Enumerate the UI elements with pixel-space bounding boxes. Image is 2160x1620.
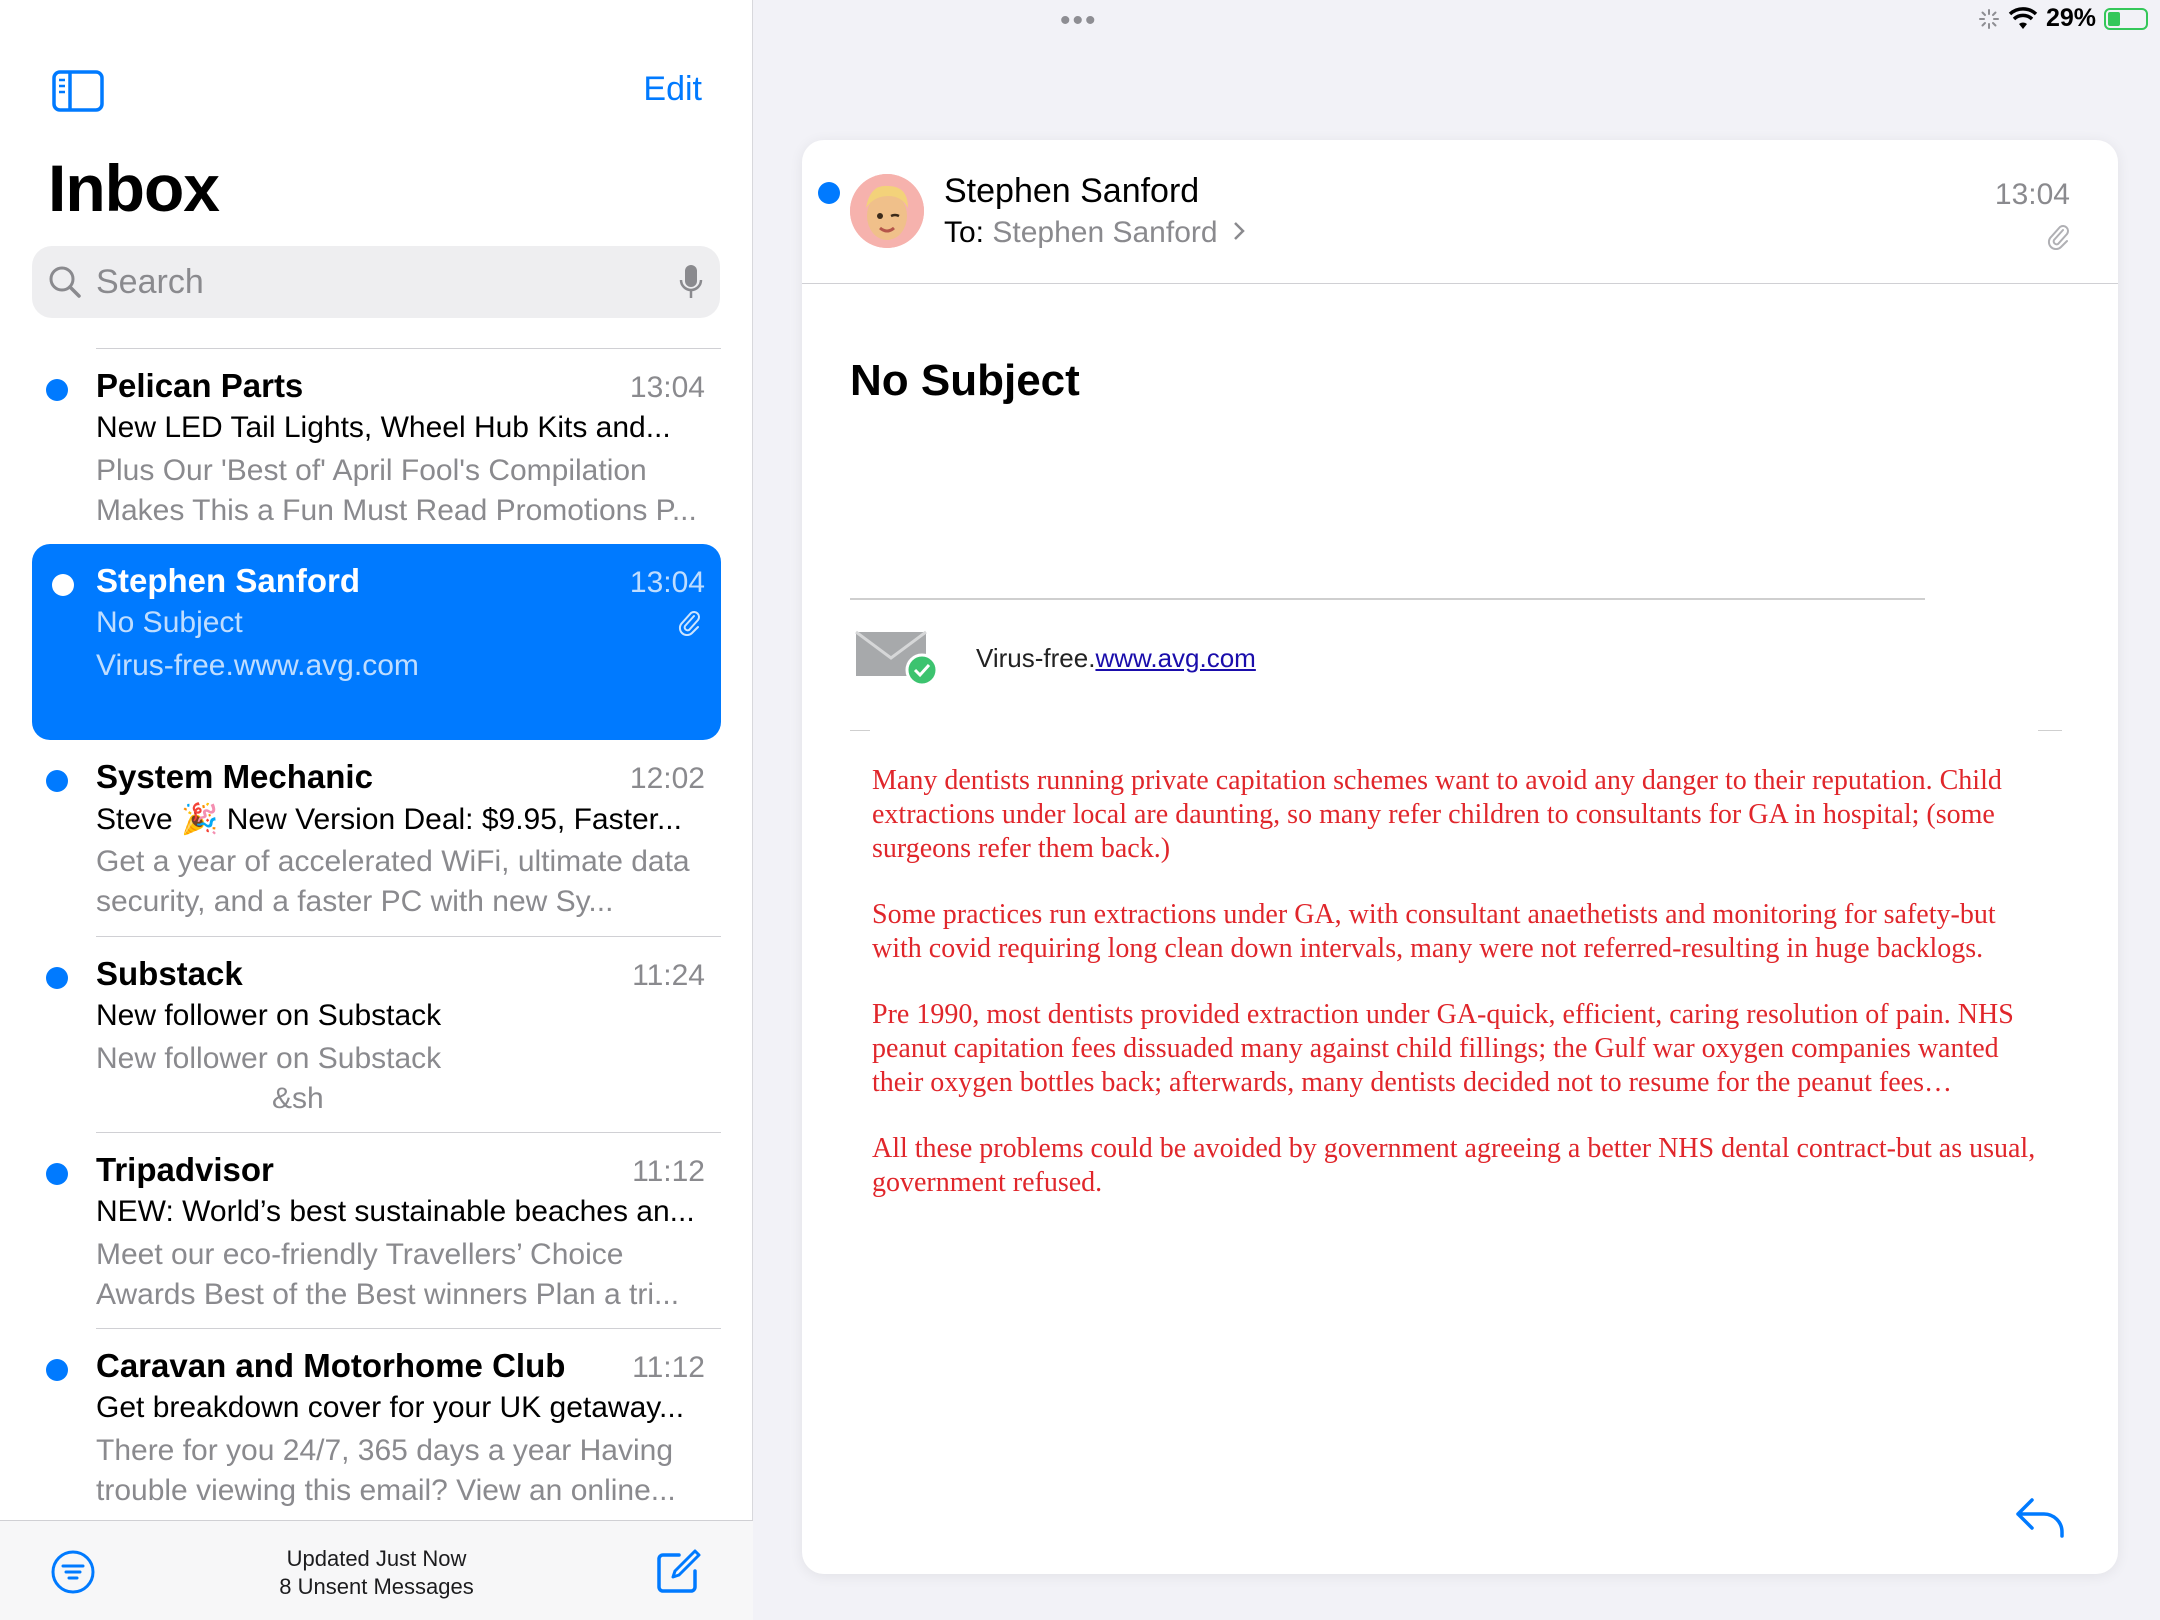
wifi-icon [2008, 7, 2038, 31]
message-preview: Plus Our 'Best of' April Fool's Compilation Makes This a Fun Must Read Promotions P... [96, 454, 697, 527]
message-row[interactable] [96, 1132, 721, 1328]
sidebar-toggle-icon[interactable] [52, 70, 104, 112]
message-subject: No Subject [96, 606, 243, 639]
message-time: 11:12 [632, 1351, 705, 1384]
message-row[interactable] [96, 740, 721, 936]
message-subject-heading: No Subject [850, 356, 1080, 405]
sender-name[interactable]: Stephen Sanford [944, 172, 1200, 210]
search-input[interactable] [32, 246, 720, 318]
message-preview: There for you 24/7, 365 days a year Having trouble viewing this email? View an online... [96, 1434, 676, 1507]
body-paragraph: Many dentists running private capitation schemes want to avoid any danger to their reputation. Child extractions under local are daunting, so many refer children to consultants for GA in hospital; (some surgeons refer them back.) [872, 765, 2002, 864]
message-subject: New LED Tail Lights, Wheel Hub Kits and... [96, 411, 671, 444]
message-sender: Substack [96, 955, 243, 992]
message-subject: NEW: World’s best sustainable beaches an... [96, 1195, 695, 1228]
unread-indicator [52, 574, 74, 596]
message-preview: Meet our eco-friendly Travellers’ Choice Awards Best of the Best winners Plan a tri... [96, 1238, 680, 1311]
message-time: 11:12 [632, 1155, 705, 1188]
body-paragraph: All these problems could be avoided by government agreeing a better NHS dental contract-but as usual, government refused. [872, 1133, 2036, 1198]
message-preview [96, 1039, 706, 1119]
message-time: 11:24 [632, 959, 705, 992]
body-paragraph: Some practices run extractions under GA, with consultant anaethetists and monitoring for safety-but with covid requiring long clean down intervals, many were not referred-resulting in huge backlogs. [872, 899, 1996, 964]
unread-indicator [46, 770, 68, 792]
paperclip-icon [677, 608, 701, 636]
update-status: Updated Just Now [286, 1546, 467, 1571]
message-sender: System Mechanic [96, 758, 373, 795]
avg-signature [854, 628, 1256, 688]
microphone-icon[interactable] [678, 263, 704, 301]
avatar[interactable] [850, 174, 924, 248]
message-preview: Get a year of accelerated WiFi, ultimate data security, and a faster PC with new Sy... [96, 845, 690, 918]
unread-indicator [46, 967, 68, 989]
page-title: Inbox [48, 151, 219, 225]
recipient-name: Stephen Sanford [992, 216, 1218, 249]
search-placeholder: Search [96, 262, 204, 301]
signature-divider [850, 598, 1925, 600]
message-row[interactable] [96, 936, 721, 1132]
avg-text [976, 643, 1256, 674]
unread-indicator [818, 182, 840, 204]
bottom-toolbar [0, 1520, 753, 1620]
message-time: 12:02 [629, 762, 705, 795]
message-subject: Get breakdown cover for your UK getaway... [96, 1391, 685, 1424]
unread-indicator [46, 1163, 68, 1185]
unread-indicator [46, 1359, 68, 1381]
body-paragraph: Pre 1990, most dentists provided extraction under GA-quick, efficient, caring resolution of pain. NHS peanut capitation fees dissuaded many against child fillings; the Gulf war oxygen companies wanted their oxygen bottles back; afterwards, many dentists decided not to resume for the peanut fees… [872, 999, 2014, 1098]
message-list [0, 348, 753, 1524]
divider [850, 730, 870, 731]
avg-envelope-icon [854, 628, 942, 688]
loading-spinner-icon [1978, 8, 2000, 30]
message-row[interactable] [96, 348, 721, 544]
mailbox-pane [0, 0, 753, 1620]
mailbox-status [0, 1545, 753, 1601]
message-sender: Stephen Sanford [96, 562, 361, 599]
message-preview-extra: &sh [272, 1082, 324, 1115]
to-label: To: [944, 216, 985, 249]
compose-icon[interactable] [655, 1547, 703, 1595]
unread-indicator [46, 379, 68, 401]
message-detail [802, 140, 2118, 1574]
unsent-status: 8 Unsent Messages [279, 1574, 474, 1599]
battery-percent: 29% [2045, 4, 2096, 32]
message-sender: Tripadvisor [96, 1151, 274, 1188]
message-time: 13:04 [629, 371, 705, 404]
message-sender: Caravan and Motorhome Club [96, 1347, 566, 1384]
avg-prefix: Virus-free. [976, 642, 1096, 673]
search-icon [48, 265, 82, 299]
message-subject: New follower on Substack [96, 999, 442, 1032]
message-body [872, 764, 2052, 1232]
divider [2038, 730, 2062, 731]
message-sender: Pelican Parts [96, 367, 304, 404]
memoji-avatar-icon [850, 174, 924, 248]
message-time: 13:04 [629, 566, 705, 599]
paperclip-icon [2046, 222, 2070, 250]
message-time: 13:04 [1994, 178, 2070, 211]
message-row[interactable] [96, 1328, 721, 1524]
chevron-right-icon [1232, 220, 1246, 242]
recipient-line[interactable] [944, 216, 1246, 250]
edit-button[interactable]: Edit [643, 70, 702, 108]
message-preview: Virus-free.www.avg.com [96, 649, 419, 682]
battery-icon [2104, 8, 2148, 30]
multitasking-dots[interactable]: ••• [1060, 4, 1098, 37]
message-subject: Steve 🎉 New Version Deal: $9.95, Faster... [96, 803, 682, 836]
message-row-selected[interactable] [32, 544, 721, 740]
message-preview-text: New follower on Substack [96, 1042, 442, 1075]
reply-icon[interactable] [2014, 1496, 2066, 1540]
avg-link[interactable]: www.avg.com [1095, 642, 1256, 673]
header-divider [802, 283, 2118, 284]
status-right [1978, 4, 2148, 33]
